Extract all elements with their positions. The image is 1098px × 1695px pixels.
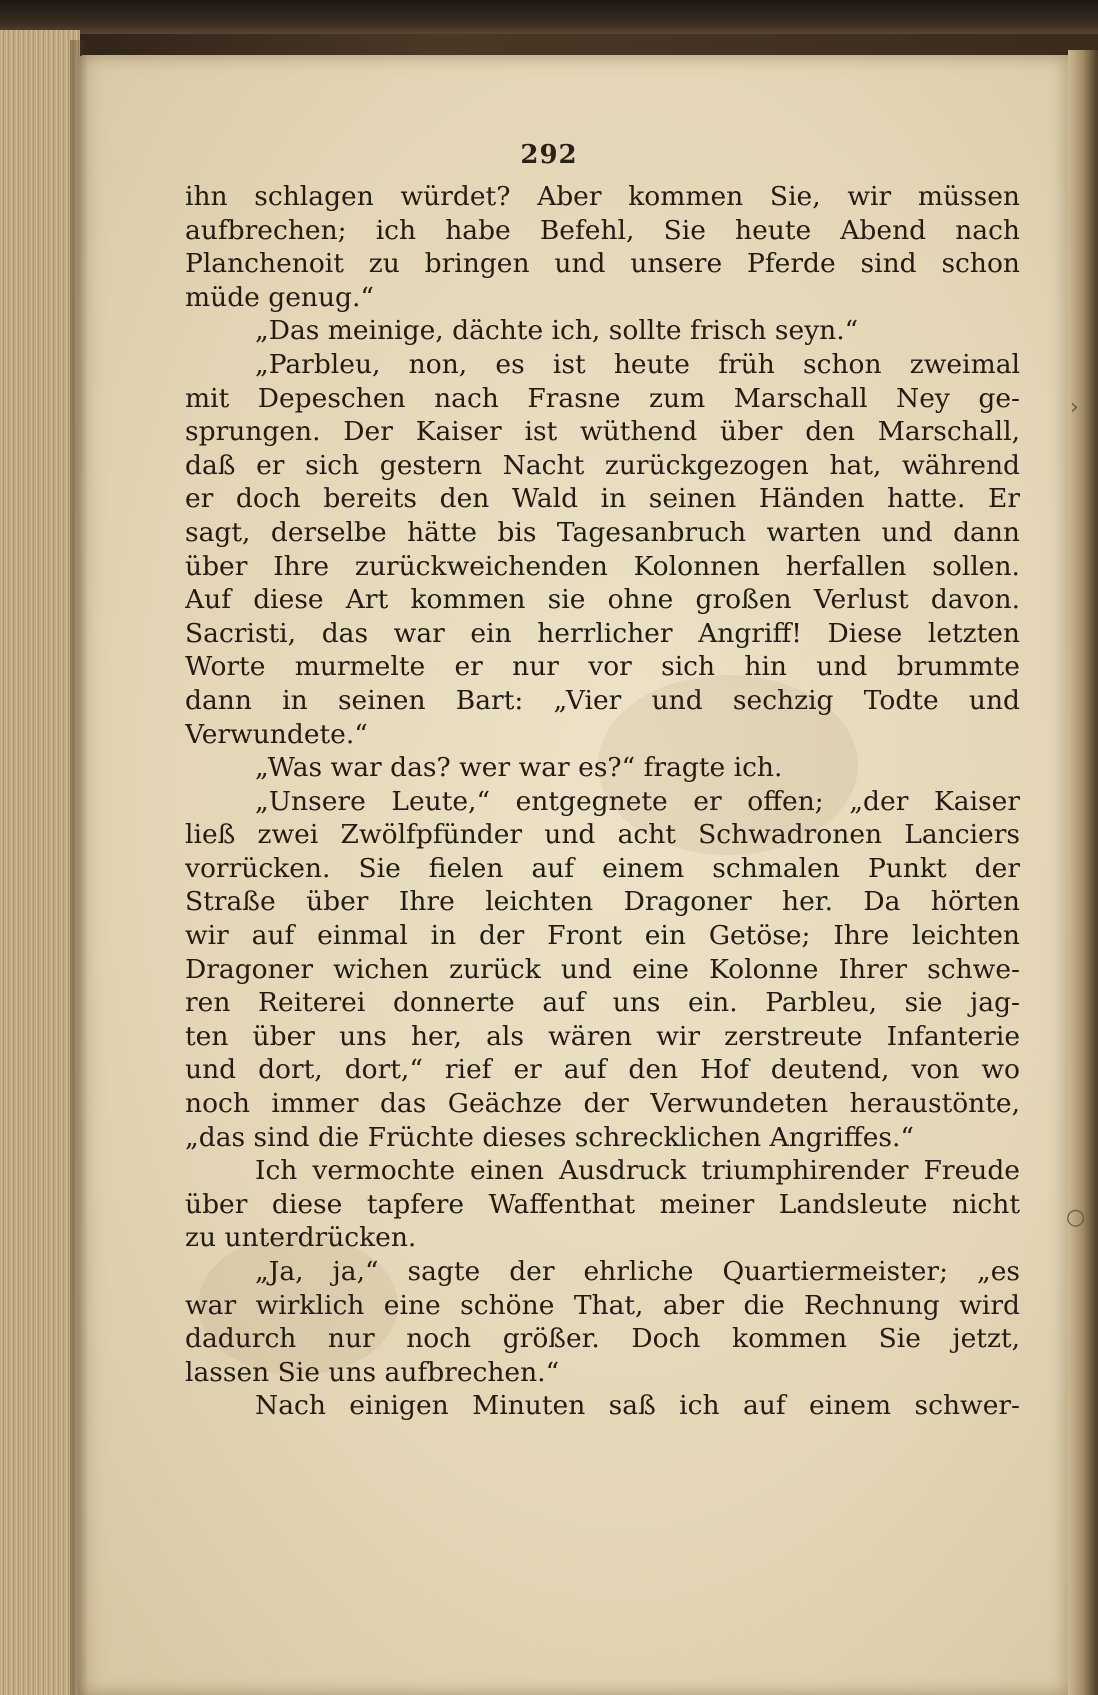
text-line: „Was war das? wer war es?“ fragte ich.: [255, 752, 783, 784]
text-line: war wirklich eine schöne That, aber die Rechnung wird: [185, 1289, 1020, 1321]
margin-mark-arrow: ›: [1070, 395, 1079, 420]
text-line: und dort, dort,“ rief er auf den Hof deutend, von wo: [185, 1054, 1020, 1086]
text-line: Verwundete.“: [185, 718, 368, 750]
text-line: zu unterdrücken.: [185, 1222, 417, 1254]
page-stack-edge: [0, 30, 80, 1695]
text-line: aufbrechen; ich habe Befehl, Sie heute Abend nach: [185, 214, 1020, 246]
text-line: Nach einigen Minuten saß ich auf einem schwer-: [255, 1390, 1020, 1422]
text-line: müde genug.“: [185, 281, 374, 313]
text-line: ren Reiterei donnerte auf uns ein. Parbleu, sie jag-: [185, 987, 1020, 1019]
text-line: „Das meinige, dächte ich, sollte frisch seyn.“: [255, 315, 859, 347]
text-line: Auf diese Art kommen sie ohne großen Verlust davon.: [185, 584, 1020, 616]
page-text: [185, 180, 1020, 1423]
text-line: daß er sich gestern Nacht zurückgezogen hat, während: [185, 449, 1020, 481]
text-line: Ich vermochte einen Ausdruck triumphirender Freude: [255, 1155, 1020, 1187]
text-line: „Parbleu, non, es ist heute früh schon zweimal: [255, 348, 1020, 380]
text-line: noch immer das Geächze der Verwundeten heraustönte,: [185, 1088, 1020, 1120]
text-line: ließ zwei Zwölfpfünder und acht Schwadronen Lanciers: [185, 819, 1020, 851]
text-line: Planchenoit zu bringen und unsere Pferde sind schon: [185, 248, 1020, 280]
text-line: „das sind die Früchte dieses schrecklichen Angriffes.“: [185, 1121, 914, 1153]
text-line: Straße über Ihre leichten Dragoner her. Da hörten: [185, 886, 1020, 918]
text-line: sprungen. Der Kaiser ist wüthend über den Marschall,: [185, 416, 1020, 448]
text-line: sagt, derselbe hätte bis Tagesanbruch warten und dann: [185, 516, 1020, 548]
text-line: lassen Sie uns aufbrechen.“: [185, 1356, 560, 1388]
gutter-shadow: [70, 40, 88, 1695]
text-line: er doch bereits den Wald in seinen Händen hatte. Er: [185, 483, 1020, 515]
text-line: vorrücken. Sie fielen auf einem schmalen Punkt der: [185, 852, 1020, 884]
text-line: „Unsere Leute,“ entgegnete er offen; „der Kaiser: [255, 785, 1020, 817]
text-line: über diese tapfere Waffenthat meiner Landsleute nicht: [185, 1188, 1020, 1220]
page-number: 292: [520, 140, 578, 170]
text-line: dann in seinen Bart: „Vier und sechzig Todte und: [185, 684, 1020, 716]
text-line: über Ihre zurückweichenden Kolonnen herfallen sollen.: [185, 550, 1020, 582]
text-line: ihn schlagen würdet? Aber kommen Sie, wir müssen: [185, 181, 1020, 212]
text-line: ten über uns her, als wären wir zerstreute Infanterie: [185, 1020, 1020, 1052]
page-right-edge: [1068, 50, 1098, 1695]
text-line: Sacristi, das war ein herrlicher Angriff! Diese letzten: [185, 617, 1020, 649]
margin-mark-ring: ○: [1066, 1205, 1086, 1230]
text-line: „Ja, ja,“ sagte der ehrliche Quartiermeister; „es: [255, 1256, 1020, 1287]
text-line: Dragoner wichen zurück und eine Kolonne Ihrer schwe-: [185, 953, 1020, 985]
book-binding: [0, 0, 1098, 34]
text-line: Worte murmelte er nur vor sich hin und brummte: [185, 651, 1020, 683]
text-line: mit Depeschen nach Frasne zum Marschall Ney ge-: [185, 382, 1020, 414]
text-line: dadurch nur noch größer. Doch kommen Sie jetzt,: [185, 1323, 1020, 1355]
text-line: wir auf einmal in der Front ein Getöse; Ihre leichten: [185, 920, 1020, 952]
